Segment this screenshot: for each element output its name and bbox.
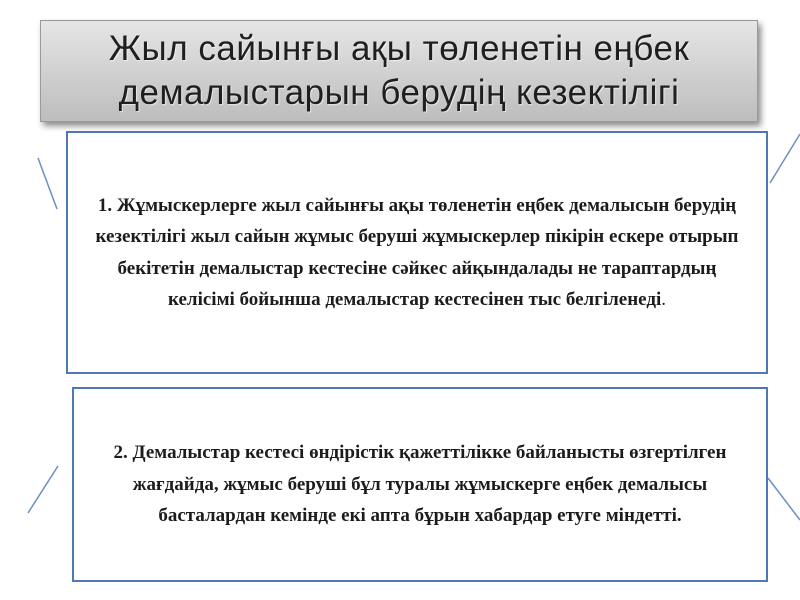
connector-line-left-bottom xyxy=(28,466,58,513)
content-box-2 xyxy=(72,387,768,582)
content-text-2: 2. Демалыстар кестесі өндірістік қажеттілікке байланысты өзгертілген жағдайда, жұмыс беруші бұл туралы жұмыскерге еңбек демалысы басталардан кемінде екі апта бұрын хабардар етуге міндетті. xyxy=(113,442,727,527)
content-text-1-period: . xyxy=(661,289,666,310)
connector-line-right-top xyxy=(770,134,800,183)
connector-line-left-top xyxy=(38,158,57,209)
connector-line-right-bottom xyxy=(768,478,800,520)
content-text-1-body: 1. Жұмыскерлерге жыл сайынғы ақы төленетін еңбек демалысын берудің кезектілігі жыл сайын жұмыс беруші жұмыскерлер пікірін ескере отырып бекітетін демалыстар кестесіне сәйкес айқындалады не тараптардың келісімі бойынша демалыстар кестесінен тыс белгіленеді xyxy=(95,194,739,310)
slide-title: Жыл сайынғы ақы төленетін еңбек демалыстарын берудің кезектілігі xyxy=(108,29,690,112)
title-box xyxy=(40,20,758,122)
content-text-1 xyxy=(82,190,752,316)
content-box-1 xyxy=(66,131,768,374)
